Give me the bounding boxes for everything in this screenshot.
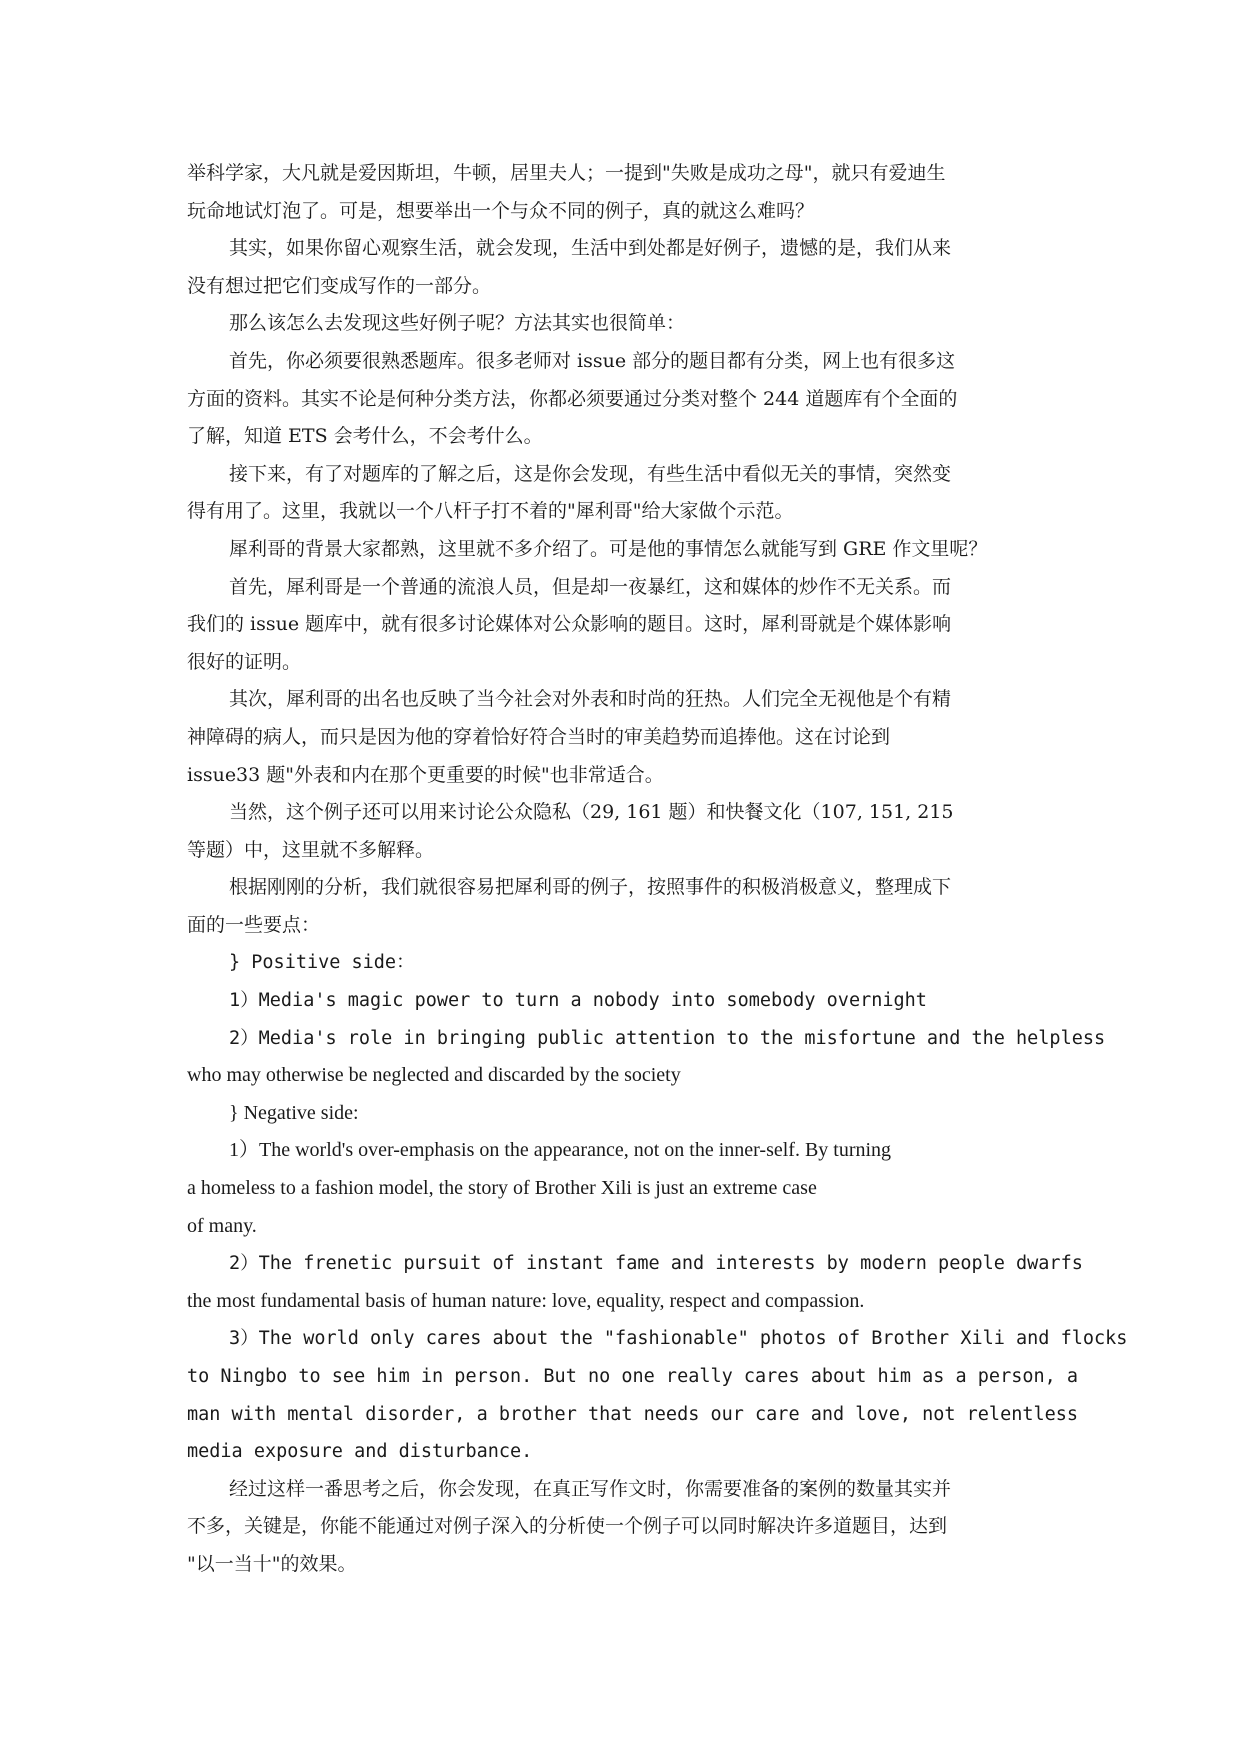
- negative-point-1: 1）The world's over-emphasis on the appearance, not on the inner-self. By turning: [229, 1139, 892, 1162]
- text-line-12: 首先，犀利哥是一个普通的流浪人员，但是却一夜暴红，这和媒体的炒作不无关系。而: [229, 575, 952, 598]
- text-line-17: issue33 题"外表和内在那个更重要的时候"也非常适合。: [187, 763, 664, 786]
- positive-point-2: 2）Media's role in bringing public attention to the misfortune and the helpless: [229, 1027, 1106, 1049]
- text-line-20: 根据刚刚的分析，我们就很容易把犀利哥的例子，按照事件的积极消极意义，整理成下: [229, 876, 952, 899]
- negative-point-1-cont-1: a homeless to a fashion model, the story of Brother Xili is just an extreme case: [187, 1177, 817, 1200]
- text-line-9: 接下来，有了对题库的了解之后，这是你会发现，有些生活中看似无关的事情，突然变: [229, 462, 952, 485]
- text-line-8: 了解，知道 ETS 会考什么，不会考什么。: [187, 425, 543, 448]
- positive-point-1: 1）Media's magic power to turn a nobody into somebody overnight: [229, 990, 927, 1012]
- text-line-10: 得有用了。这里，我就以一个八杆子打不着的"犀利哥"给大家做个示范。: [187, 500, 794, 523]
- text-line-5: 那么该怎么去发现这些好例子呢？方法其实也很简单：: [229, 312, 686, 335]
- negative-point-2: 2）The frenetic pursuit of instant fame and interests by modern people dwarfs: [229, 1253, 1083, 1275]
- text-line-16: 神障碍的病人，而只是因为他的穿着恰好符合当时的审美趋势而追捧他。这在讨论到: [187, 725, 891, 748]
- text-line-11: 犀利哥的背景大家都熟，这里就不多介绍了。可是他的事情怎么就能写到 GRE 作文里呢？: [229, 537, 988, 560]
- text-line-13: 我们的 issue 题库中，就有很多讨论媒体对公众影响的题目。这时，犀利哥就是个媒体影响: [187, 613, 952, 636]
- positive-side-heading: } Positive side：: [229, 952, 415, 974]
- text-line-3: 其实，如果你留心观察生活，就会发现，生活中到处都是好例子，遗憾的是，我们从来: [229, 237, 952, 260]
- negative-point-3: 3）The world only cares about the "fashionable" photos of Brother Xili and flocks: [229, 1328, 1128, 1350]
- text-line-19: 等题）中，这里就不多解释。: [187, 838, 435, 861]
- text-line-4: 没有想过把它们变成写作的一部分。: [187, 274, 492, 297]
- negative-point-2-cont: the most fundamental basis of human nature: love, equality, respect and compassion.: [187, 1289, 865, 1312]
- text-line-7: 方面的资料。其实不论是何种分类方法，你都必须要通过分类对整个 244 道题库有个全面的: [187, 387, 958, 410]
- text-line-1: 举科学家，大凡就是爱因斯坦，牛顿，居里夫人；一提到"失败是成功之母"，就只有爱迪生: [187, 162, 946, 184]
- positive-point-2-cont: who may otherwise be neglected and discarded by the society: [187, 1064, 681, 1087]
- text-line-14: 很好的证明。: [187, 650, 302, 673]
- text-line-37: 不多，关键是，你能不能通过对例子深入的分析使一个例子可以同时解决许多道题目，达到: [187, 1515, 948, 1538]
- text-line-15: 其次，犀利哥的出名也反映了当今社会对外表和时尚的狂热。人们完全无视他是个有精: [229, 688, 952, 711]
- body-text: [187, 155, 1128, 1584]
- text-line-36: 经过这样一番思考之后，你会发现，在真正写作文时，你需要准备的案例的数量其实并: [229, 1477, 952, 1500]
- text-line-18: 当然，这个例子还可以用来讨论公众隐私（29, 161 题）和快餐文化（107, 151, 215: [229, 801, 954, 824]
- negative-point-3-cont-2: man with mental disorder, a brother that needs our care and love, not relentless: [187, 1403, 1079, 1425]
- negative-point-3-cont-3: media exposure and disturbance.: [187, 1441, 533, 1463]
- negative-side-heading: } Negative side:: [229, 1101, 359, 1124]
- negative-point-3-cont-1: to Ningbo to see him in person. But no one really cares about him as a person, a: [187, 1366, 1079, 1387]
- negative-point-1-cont-2: of many.: [187, 1214, 257, 1237]
- text-line-2: 玩命地试灯泡了。可是，想要举出一个与众不同的例子，真的就这么难吗？: [187, 199, 815, 222]
- text-line-21: 面的一些要点：: [187, 913, 321, 936]
- text-line-6: 首先，你必须要很熟悉题库。很多老师对 issue 部分的题目都有分类，网上也有很多这: [229, 349, 956, 372]
- text-line-38: "以一当十"的效果。: [187, 1552, 357, 1575]
